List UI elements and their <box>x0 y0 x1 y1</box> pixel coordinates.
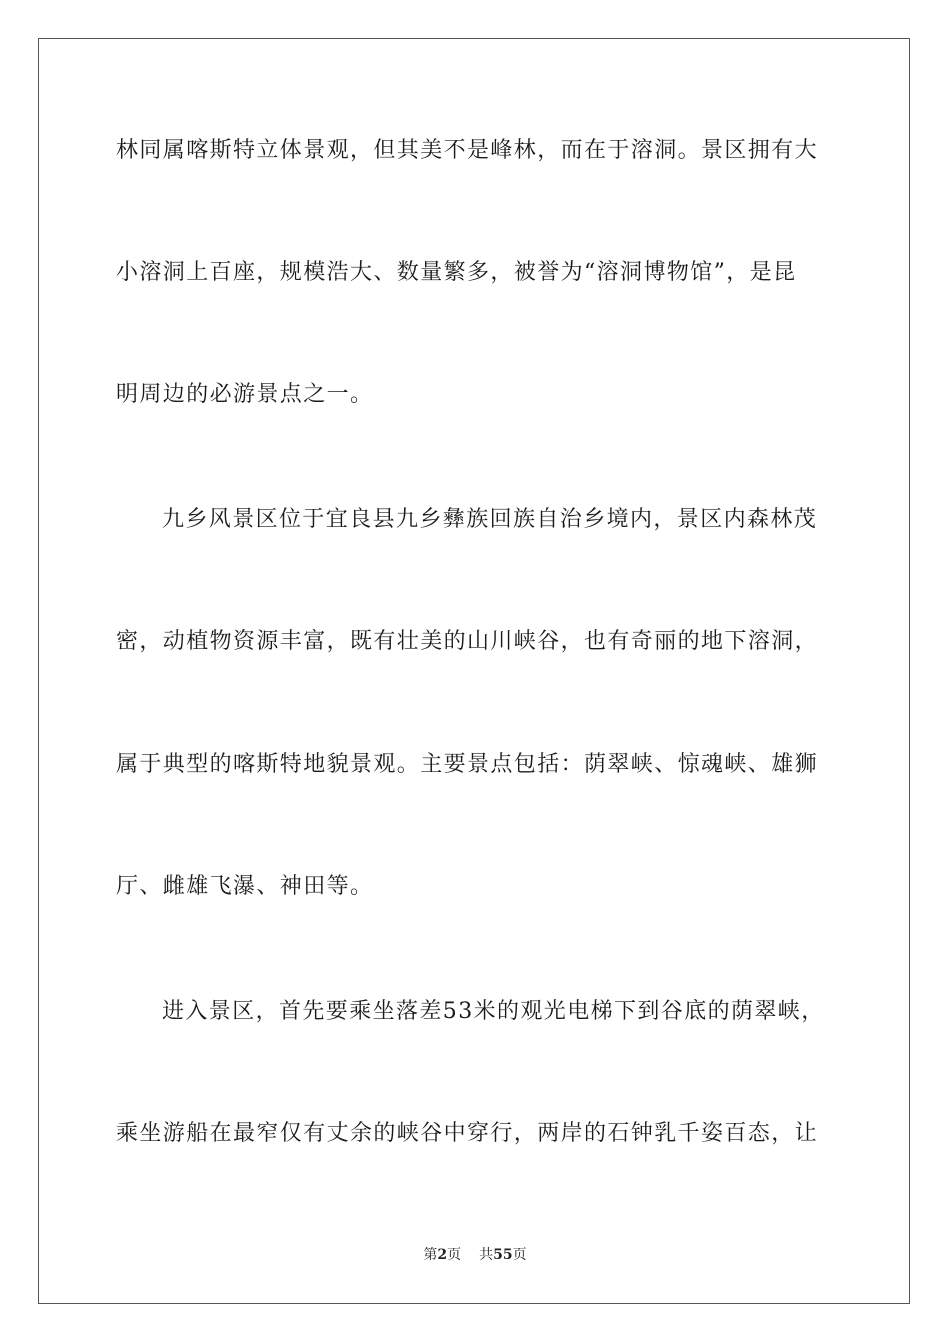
page-footer <box>0 1245 950 1265</box>
page-frame <box>38 38 910 1304</box>
total-suffix: 页 <box>512 1247 527 1263</box>
paragraph-line: 明周边的必游景点之一。 <box>116 382 374 407</box>
paragraph-line: 属于典型的喀斯特地貌景观。主要景点包括：荫翠峡、惊魂峡、雄狮 <box>116 752 819 777</box>
paragraph-line: 小溶洞上百座，规模浩大、数量繁多，被誉为“溶洞博物馆”，是昆 <box>116 260 797 285</box>
paragraph-line: 进入景区，首先要乘坐落差53米的观光电梯下到谷底的荫翠峡， <box>162 999 825 1024</box>
total-pages: 55 <box>493 1247 513 1263</box>
page-prefix: 第 <box>423 1247 438 1263</box>
paragraph-line: 厅、雌雄飞瀑、神田等。 <box>116 874 374 899</box>
paragraph-line: 九乡风景区位于宜良县九乡彝族回族自治乡境内，景区内森林茂 <box>162 507 818 532</box>
total-prefix: 共 <box>479 1247 494 1263</box>
page-number: 2 <box>437 1247 448 1263</box>
paragraph-line: 密，动植物资源丰富，既有壮美的山川峡谷，也有奇丽的地下溶洞， <box>116 629 819 654</box>
paragraph-line: 林同属喀斯特立体景观，但其美不是峰林，而在于溶洞。景区拥有大 <box>116 138 819 163</box>
page-suffix: 页 <box>447 1247 462 1263</box>
paragraph-line: 乘坐游船在最窄仅有丈余的峡谷中穿行，两岸的石钟乳千姿百态，让 <box>116 1121 819 1146</box>
